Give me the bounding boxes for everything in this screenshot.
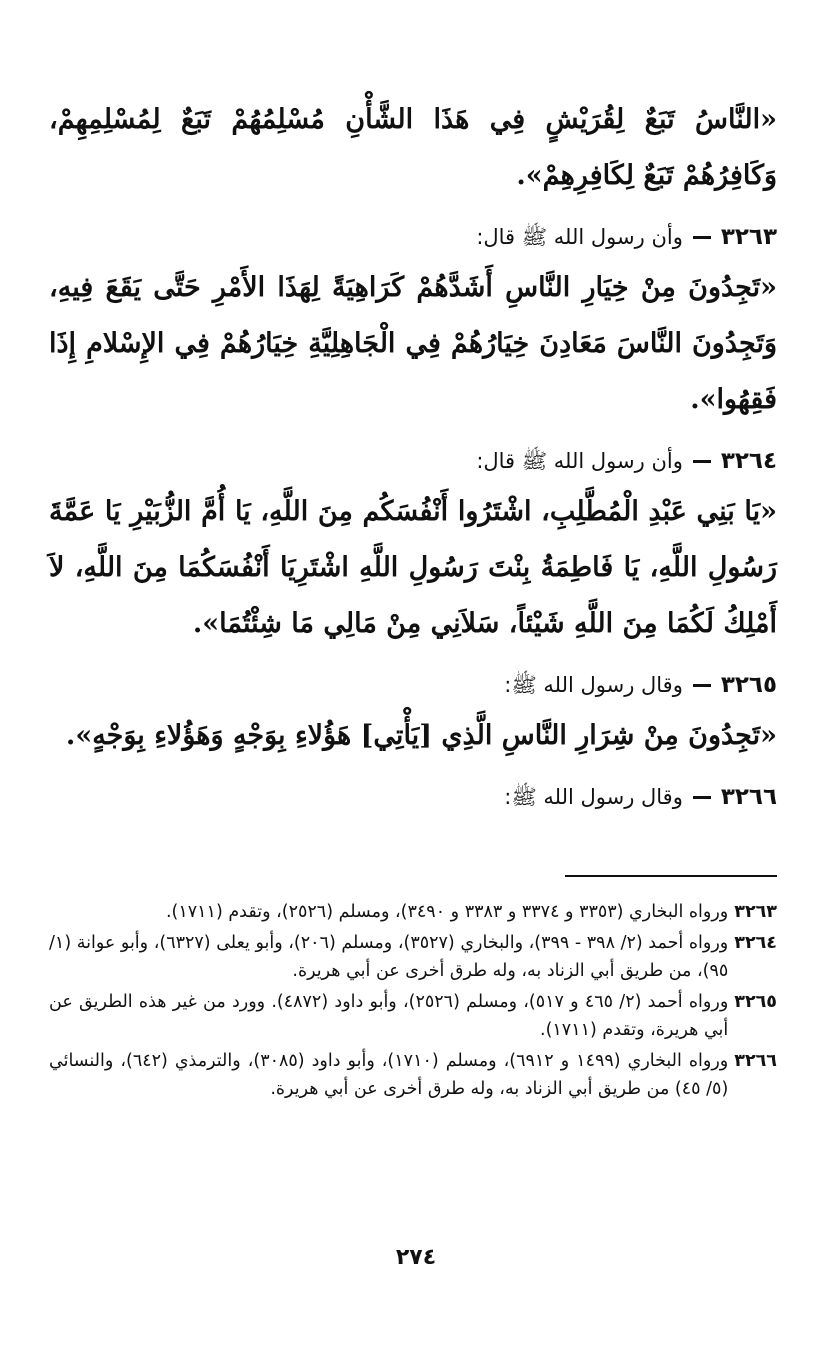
dash-divider [693,460,711,463]
dash-divider [693,684,711,687]
footnote-item [49,929,777,985]
hadith-number: ٣٢٦٦ [720,784,777,810]
footnotes [49,898,777,1106]
hadith-intro: وأن رسول الله ﷺ قال: [476,449,683,473]
footnote-number: ٣٢٦٥ [734,992,777,1012]
hadith-intro: وقال رسول الله ﷺ: [504,785,683,809]
opening-hadith-text: «النَّاسُ تَبَعٌ لِقُرَيْشٍ فِي هَذَا الشَّأْنِ مُسْلِمُهُمْ تَبَعٌ لِمُسْلِمِهِمْ، وَكَافِرُهُمْ تَبَعٌ لِكَافِرِهِمْ». [49,104,777,191]
footnote-item [49,898,777,926]
main-text [49,92,777,820]
footnote-number: ٣٢٦٦ [734,1051,777,1071]
page-number: ٢٧٤ [395,1245,437,1270]
hadith-3266-heading [49,782,777,812]
hadith-3263-text: «تَجِدُونَ مِنْ خِيَارِ النَّاسِ أَشَدَّهُمْ كَرَاهِيَةً لِهَذَا الأَمْرِ حَتَّى يَقَعَ فِيهِ، وَتَجِدُونَ النَّاسَ مَعَادِنَ خِيَارُهُمْ فِي الْجَاهِلِيَّةِ خِيَارُهُمْ فِي الإِسْلامِ إِذَا فَقِهُوا». [49,272,777,415]
dash-divider [693,236,711,239]
footnote-number: ٣٢٦٤ [734,933,777,953]
footnote-text: ورواه البخاري (١٤٩٩ و ٦٩١٢)، ومسلم (١٧١٠)، وأبو داود (٣٠٨٥)، والترمذي (٦٤٢)، والنسائي (٥/ ٤٥) من طريق أبي الزناد به، وله طرق أخرى عن أبي هريرة. [49,1051,729,1099]
dash-divider [693,796,711,799]
footnote-text: ورواه أحمد (٢/ ٤٦٥ و ٥١٧)، ومسلم (٢٥٢٦)، وأبو داود (٤٨٧٢). وورد من غير هذه الطريق عن أبي هريرة، وتقدم (١٧١١). [49,992,729,1040]
hadith-3265-heading [49,670,777,700]
hadith-3263-heading [49,222,777,252]
footnote-item [49,1047,777,1103]
footnote-text: ورواه البخاري (٣٣٥٣ و ٣٣٧٤ و ٣٣٨٣ و ٣٤٩٠)، ومسلم (٢٥٢٦)، وتقدم (١٧١١). [165,902,729,922]
footnote-text: ورواه أحمد (٢/ ٣٩٨ - ٣٩٩)، والبخاري (٣٥٢٧)، ومسلم (٢٠٦)، وأبو يعلى (٦٣٢٧)، وأبو عوانة (١/ ٩٥)، من طريق أبي الزناد به، وله طرق أخرى عن أبي هريرة. [49,933,729,981]
hadith-intro: وقال رسول الله ﷺ: [504,673,683,697]
footnote-item [49,988,777,1044]
footnote-separator [565,875,777,877]
footnote-number: ٣٢٦٣ [734,902,777,922]
hadith-number: ٣٢٦٣ [720,224,777,250]
hadith-intro: وأن رسول الله ﷺ قال: [476,225,683,249]
hadith-number: ٣٢٦٤ [720,448,777,474]
hadith-number: ٣٢٦٥ [720,672,777,698]
hadith-3265-text: «تَجِدُونَ مِنْ شِرَارِ النَّاسِ الَّذِي [يَأْتِي] هَؤُلاءِ بِوَجْهٍ وَهَؤُلاءِ بِوَجْهٍ». [65,720,777,751]
hadith-3264-heading [49,446,777,476]
hadith-3264-text: «يَا بَنِي عَبْدِ الْمُطَّلِبِ، اشْتَرُوا أَنْفُسَكُم مِنَ اللَّهِ، يَا أُمَّ الزُّبَيْرِ يَا عَمَّةَ رَسُولِ اللَّهِ، يَا فَاطِمَةُ بِنْتَ رَسُولِ اللَّهِ اشْتَرِيَا أَنْفُسَكُمَا مِنَ اللَّهِ، لاَ أَمْلِكُ لَكُمَا مِنَ اللَّهِ شَيْئاً، سَلاَنِي مِنْ مَالِي مَا شِئْتُمَا». [49,496,777,639]
